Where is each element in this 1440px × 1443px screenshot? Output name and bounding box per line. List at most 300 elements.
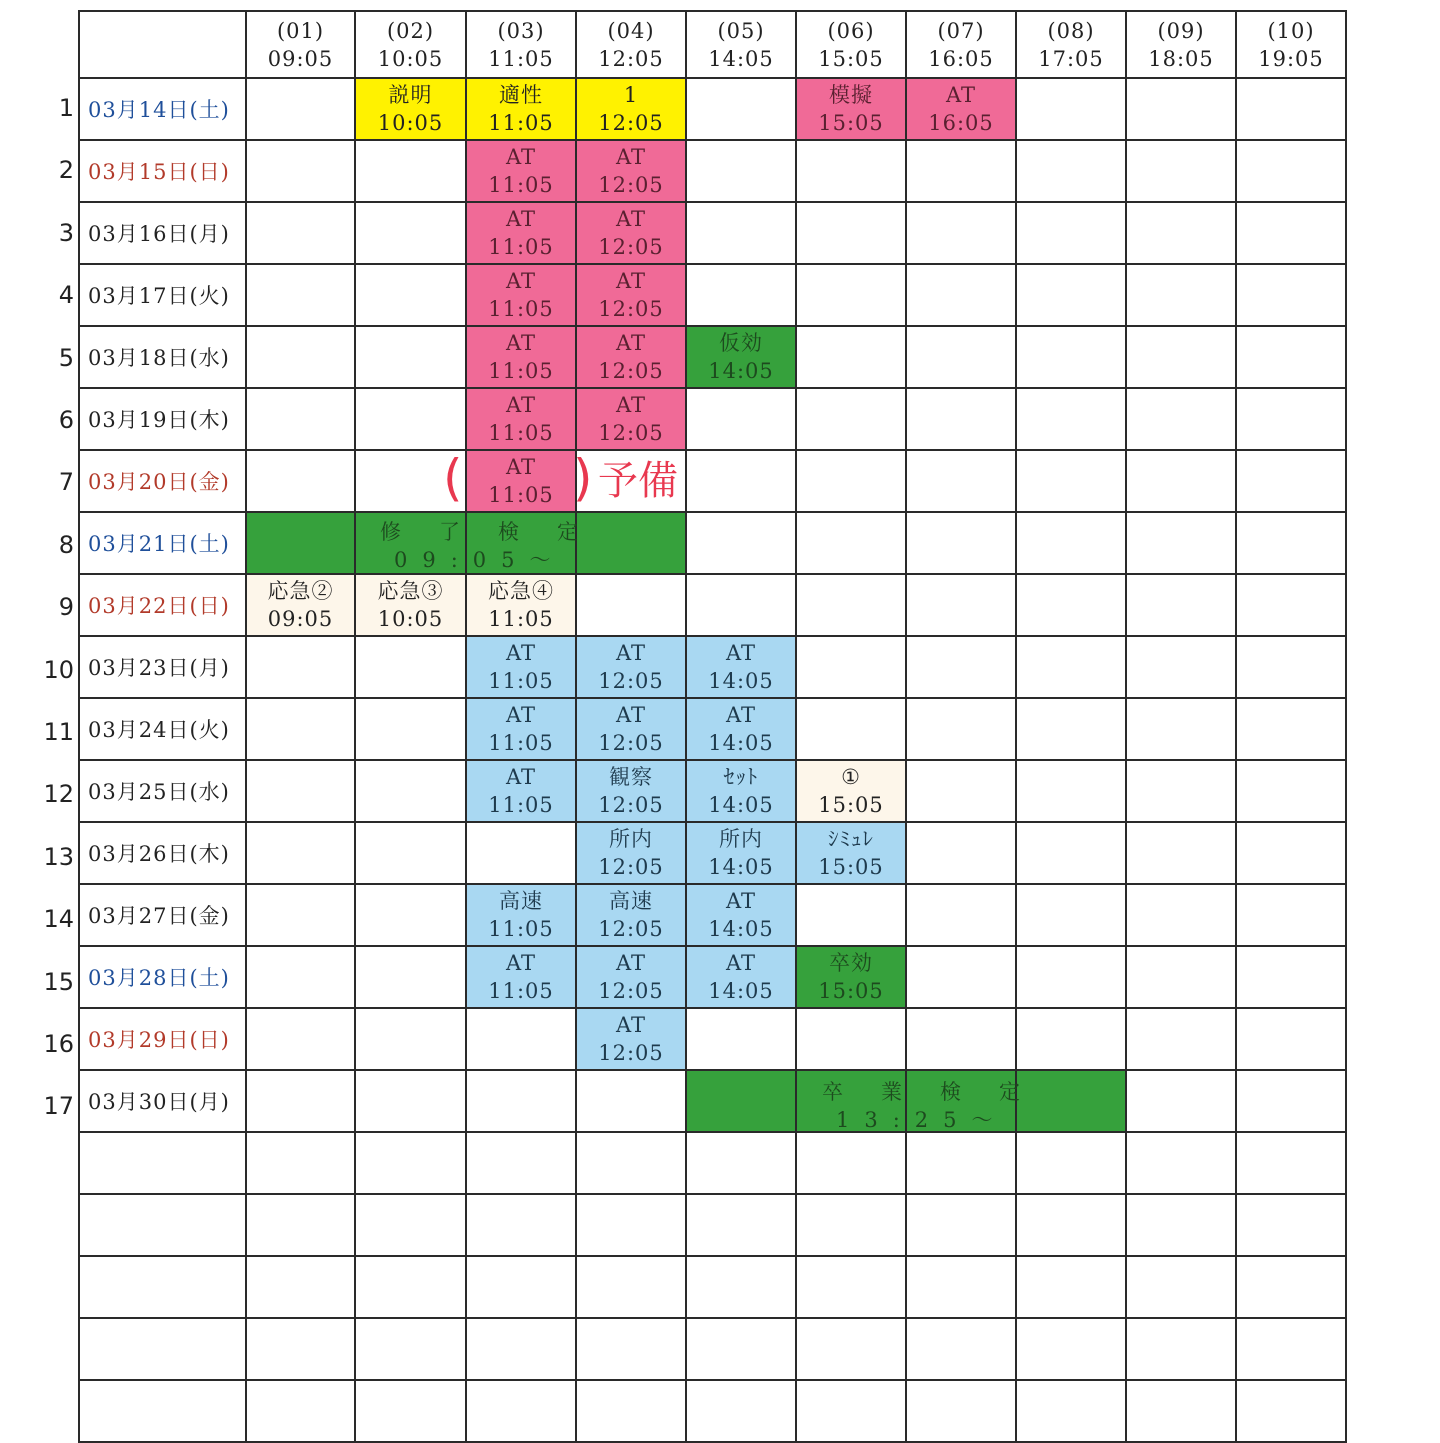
lesson-cell xyxy=(1126,1132,1236,1194)
lesson-cell xyxy=(1236,1132,1346,1194)
lesson-cell xyxy=(355,1256,466,1318)
table-row xyxy=(79,450,1346,512)
lesson-title: AT xyxy=(615,145,647,169)
row-number: 10 xyxy=(43,655,74,684)
header-slot xyxy=(246,11,355,78)
lesson-cell xyxy=(1236,78,1346,140)
lesson-cell xyxy=(1016,264,1126,326)
lesson-cell xyxy=(1016,1380,1126,1442)
handwritten-paren-close: ) xyxy=(573,449,593,507)
lesson-cell xyxy=(246,946,355,1008)
lesson-cell xyxy=(355,202,466,264)
lesson-cell xyxy=(686,1070,796,1132)
slot-time: 17:05 xyxy=(1038,46,1104,71)
lesson-cell xyxy=(246,450,355,512)
lesson-cell xyxy=(906,450,1016,512)
lesson-time: 11:05 xyxy=(488,297,554,321)
lesson-cell xyxy=(576,140,686,202)
lesson-cell xyxy=(1126,574,1236,636)
lesson-cell xyxy=(906,1380,1016,1442)
table-row xyxy=(79,1318,1346,1380)
lesson-cell xyxy=(1126,202,1236,264)
lesson-cell xyxy=(686,78,796,140)
lesson-cell xyxy=(906,1132,1016,1194)
date-cell xyxy=(79,1318,246,1380)
lesson-cell xyxy=(1016,1318,1126,1380)
lesson-cell xyxy=(1016,1132,1126,1194)
table-row xyxy=(79,636,1346,698)
schedule-table xyxy=(78,10,1347,1443)
table-row xyxy=(79,1380,1346,1442)
lesson-cell xyxy=(576,1380,686,1442)
lesson-cell xyxy=(1126,1070,1236,1132)
lesson-time: 11:05 xyxy=(488,979,554,1003)
date-cell: 03月24日(火) xyxy=(79,698,246,760)
slot-number: (06) xyxy=(827,18,875,43)
table-row xyxy=(79,78,1346,140)
lesson-time: 12:05 xyxy=(598,669,664,693)
lesson-cell xyxy=(1236,450,1346,512)
lesson-cell xyxy=(686,822,796,884)
slot-number: (08) xyxy=(1047,18,1095,43)
lesson-cell xyxy=(576,1070,686,1132)
lesson-title: 高速 xyxy=(499,889,543,913)
lesson-title: AT xyxy=(505,207,537,231)
lesson-cell xyxy=(796,388,906,450)
row-number: 15 xyxy=(43,967,74,996)
lesson-cell xyxy=(576,264,686,326)
lesson-cell xyxy=(466,1194,576,1256)
lesson-cell xyxy=(576,636,686,698)
lesson-time: 16:05 xyxy=(928,111,994,135)
lesson-cell xyxy=(796,946,906,1008)
lesson-cell xyxy=(1016,1256,1126,1318)
slot-time: 15:05 xyxy=(818,46,884,71)
table-row xyxy=(79,388,1346,450)
lesson-cell xyxy=(466,636,576,698)
lesson-cell xyxy=(1236,884,1346,946)
table-row xyxy=(79,1256,1346,1318)
lesson-cell xyxy=(1016,698,1126,760)
lesson-title: AT xyxy=(505,951,537,975)
lesson-cell xyxy=(686,140,796,202)
lesson-title: AT xyxy=(505,269,537,293)
lesson-cell xyxy=(796,78,906,140)
table-row xyxy=(79,884,1346,946)
lesson-cell xyxy=(466,574,576,636)
lesson-cell xyxy=(1016,636,1126,698)
lesson-cell xyxy=(246,140,355,202)
lesson-cell xyxy=(686,698,796,760)
lesson-time: 14:05 xyxy=(708,731,774,755)
lesson-cell xyxy=(576,1256,686,1318)
lesson-cell xyxy=(246,326,355,388)
lesson-cell xyxy=(1016,512,1126,574)
lesson-cell xyxy=(1126,512,1236,574)
lesson-cell xyxy=(686,1194,796,1256)
lesson-cell xyxy=(1016,202,1126,264)
date-cell: 03月19日(木) xyxy=(79,388,246,450)
lesson-cell xyxy=(1126,326,1236,388)
lesson-title: 応急④ xyxy=(488,579,554,603)
lesson-cell xyxy=(1236,326,1346,388)
lesson-cell xyxy=(246,1008,355,1070)
lesson-title: AT xyxy=(505,455,537,479)
lesson-cell xyxy=(796,1318,906,1380)
date-cell: 03月16日(月) xyxy=(79,202,246,264)
lesson-cell xyxy=(246,78,355,140)
slot-time: 11:05 xyxy=(488,46,554,71)
lesson-cell xyxy=(246,202,355,264)
lesson-title: 所内 xyxy=(719,827,763,851)
lesson-cell xyxy=(906,1318,1016,1380)
lesson-cell xyxy=(466,140,576,202)
lesson-cell xyxy=(466,1318,576,1380)
lesson-cell xyxy=(1236,822,1346,884)
lesson-cell xyxy=(1016,326,1126,388)
lesson-cell xyxy=(1016,1008,1126,1070)
lesson-cell xyxy=(355,822,466,884)
lesson-cell xyxy=(246,574,355,636)
lesson-cell xyxy=(906,698,1016,760)
lesson-title: AT xyxy=(615,1013,647,1037)
table-row xyxy=(79,264,1346,326)
lesson-cell xyxy=(1236,1194,1346,1256)
lesson-cell xyxy=(355,1380,466,1442)
lesson-title: AT xyxy=(615,207,647,231)
lesson-title: 所内 xyxy=(609,827,653,851)
lesson-cell xyxy=(355,946,466,1008)
lesson-cell xyxy=(796,1194,906,1256)
shuryo-kentei-time: 09:05～ xyxy=(394,548,566,572)
date-cell: 03月28日(土) xyxy=(79,946,246,1008)
lesson-cell xyxy=(355,1132,466,1194)
lesson-cell xyxy=(796,202,906,264)
lesson-cell xyxy=(1126,760,1236,822)
lesson-title: AT xyxy=(725,951,757,975)
lesson-cell xyxy=(466,264,576,326)
lesson-cell xyxy=(796,264,906,326)
date-cell: 03月21日(土) xyxy=(79,512,246,574)
lesson-time: 12:05 xyxy=(598,421,664,445)
lesson-cell xyxy=(246,822,355,884)
slot-number: (02) xyxy=(386,18,435,43)
lesson-title: AT xyxy=(615,641,647,665)
lesson-cell xyxy=(1126,946,1236,1008)
lesson-time: 14:05 xyxy=(708,669,774,693)
lesson-time: 12:05 xyxy=(598,793,664,817)
lesson-cell xyxy=(906,884,1016,946)
lesson-cell xyxy=(906,326,1016,388)
lesson-time: 14:05 xyxy=(708,917,774,941)
lesson-cell xyxy=(246,1132,355,1194)
sotsugyo-kentei-title: 卒業検定 xyxy=(822,1080,1058,1104)
lesson-cell xyxy=(576,760,686,822)
row-number: 1 xyxy=(58,94,74,122)
lesson-cell xyxy=(686,760,796,822)
lesson-title: 応急③ xyxy=(377,579,444,603)
lesson-cell xyxy=(576,202,686,264)
date-cell: 03月20日(金) xyxy=(79,450,246,512)
lesson-cell xyxy=(246,1256,355,1318)
lesson-cell xyxy=(576,822,686,884)
lesson-cell xyxy=(466,326,576,388)
lesson-cell xyxy=(1126,78,1236,140)
lesson-title: AT xyxy=(615,703,647,727)
lesson-cell xyxy=(1126,450,1236,512)
table-row xyxy=(79,1070,1346,1132)
lesson-cell xyxy=(906,512,1016,574)
lesson-title: AT xyxy=(725,641,757,665)
lesson-title: 観察 xyxy=(609,765,653,789)
date-cell: 03月23日(月) xyxy=(79,636,246,698)
lesson-cell xyxy=(686,574,796,636)
lesson-title: 1 xyxy=(623,83,639,107)
lesson-title: 模擬 xyxy=(829,83,873,107)
lesson-title: AT xyxy=(615,951,647,975)
lesson-cell xyxy=(466,1256,576,1318)
lesson-cell xyxy=(246,512,355,574)
lesson-cell xyxy=(796,636,906,698)
lesson-time: 12:05 xyxy=(598,979,664,1003)
lesson-cell xyxy=(1126,264,1236,326)
table-row xyxy=(79,1008,1346,1070)
lesson-title: AT xyxy=(505,145,537,169)
lesson-cell xyxy=(796,1380,906,1442)
lesson-time: 11:05 xyxy=(488,917,554,941)
lesson-cell xyxy=(1236,1318,1346,1380)
row-number: 6 xyxy=(58,406,74,434)
date-cell: 03月15日(日) xyxy=(79,140,246,202)
lesson-cell xyxy=(796,1132,906,1194)
row-number: 2 xyxy=(58,156,74,185)
lesson-time: 12:05 xyxy=(598,731,664,755)
lesson-cell xyxy=(1016,946,1126,1008)
lesson-title: AT xyxy=(505,641,537,665)
lesson-time: 15:05 xyxy=(818,979,884,1003)
header-slot xyxy=(906,11,1016,78)
lesson-title: 応急② xyxy=(267,579,334,603)
lesson-cell xyxy=(466,202,576,264)
lesson-cell xyxy=(576,326,686,388)
lesson-cell xyxy=(466,760,576,822)
lesson-cell xyxy=(686,512,796,574)
lesson-cell xyxy=(466,698,576,760)
lesson-cell xyxy=(1016,388,1126,450)
table-row xyxy=(79,512,1346,574)
lesson-cell xyxy=(1126,1380,1236,1442)
lesson-cell xyxy=(1016,1194,1126,1256)
lesson-title: AT xyxy=(505,331,537,355)
lesson-cell xyxy=(906,78,1016,140)
lesson-cell xyxy=(1126,1194,1236,1256)
date-cell xyxy=(79,1194,246,1256)
lesson-cell xyxy=(906,388,1016,450)
lesson-cell xyxy=(796,140,906,202)
lesson-title: ｼﾐｭﾚ xyxy=(828,827,874,851)
lesson-title: 適性 xyxy=(499,83,543,107)
lesson-cell xyxy=(906,264,1016,326)
lesson-cell xyxy=(1016,760,1126,822)
lesson-title: ① xyxy=(841,765,861,789)
lesson-cell xyxy=(906,140,1016,202)
lesson-cell xyxy=(355,1194,466,1256)
lesson-cell xyxy=(906,1256,1016,1318)
lesson-cell xyxy=(355,636,466,698)
slot-time: 19:05 xyxy=(1258,46,1324,71)
header-row xyxy=(79,11,1346,78)
table-row xyxy=(79,1132,1346,1194)
lesson-time: 12:05 xyxy=(598,297,664,321)
row-number: 8 xyxy=(58,530,74,559)
lesson-cell xyxy=(1126,1318,1236,1380)
lesson-cell xyxy=(686,946,796,1008)
lesson-cell xyxy=(1126,1256,1236,1318)
lesson-time: 10:05 xyxy=(377,607,444,631)
row-number: 16 xyxy=(43,1030,74,1058)
lesson-cell xyxy=(246,1070,355,1132)
lesson-cell xyxy=(796,884,906,946)
date-cell: 03月14日(土) xyxy=(79,78,246,140)
lesson-cell xyxy=(796,1008,906,1070)
row-number: 7 xyxy=(58,468,74,497)
lesson-title: AT xyxy=(725,703,757,727)
table-row xyxy=(79,574,1346,636)
header-slot xyxy=(576,11,686,78)
lesson-cell xyxy=(576,78,686,140)
lesson-cell xyxy=(906,636,1016,698)
lesson-cell xyxy=(355,388,466,450)
lesson-cell xyxy=(1016,140,1126,202)
lesson-cell xyxy=(466,1070,576,1132)
lesson-cell xyxy=(355,884,466,946)
lesson-time: 11:05 xyxy=(488,173,554,197)
lesson-time: 11:05 xyxy=(488,111,554,135)
lesson-cell xyxy=(1236,760,1346,822)
lesson-time: 14:05 xyxy=(708,855,774,879)
lesson-cell xyxy=(246,698,355,760)
lesson-cell xyxy=(1016,822,1126,884)
table-row xyxy=(79,698,1346,760)
lesson-cell xyxy=(1236,264,1346,326)
lesson-cell xyxy=(796,450,906,512)
lesson-cell xyxy=(355,760,466,822)
lesson-title: AT xyxy=(505,703,537,727)
sotsugyo-kentei-time: 13:25～ xyxy=(836,1108,1008,1132)
lesson-cell xyxy=(1126,822,1236,884)
lesson-cell xyxy=(686,1256,796,1318)
slot-time: 09:05 xyxy=(267,46,334,71)
header-corner xyxy=(79,11,246,78)
slot-time: 16:05 xyxy=(928,46,994,71)
lesson-title: 仮効 xyxy=(719,331,763,355)
lesson-cell xyxy=(686,1380,796,1442)
table-row xyxy=(79,202,1346,264)
table-row xyxy=(79,140,1346,202)
lesson-cell xyxy=(796,1256,906,1318)
lesson-cell xyxy=(1236,388,1346,450)
lesson-cell xyxy=(686,388,796,450)
lesson-title: AT xyxy=(615,331,647,355)
lesson-cell xyxy=(246,760,355,822)
lesson-time: 12:05 xyxy=(598,1041,664,1065)
lesson-cell xyxy=(466,884,576,946)
header-slot xyxy=(1236,11,1346,78)
lesson-time: 11:05 xyxy=(488,731,554,755)
table-row xyxy=(79,822,1346,884)
lesson-cell xyxy=(686,1318,796,1380)
lesson-title: AT xyxy=(945,83,977,107)
header-slot xyxy=(355,11,466,78)
header-slot xyxy=(796,11,906,78)
lesson-time: 12:05 xyxy=(598,173,664,197)
slot-time: 14:05 xyxy=(708,46,774,71)
lesson-cell xyxy=(1236,1008,1346,1070)
slot-number: (07) xyxy=(937,18,985,43)
lesson-time: 12:05 xyxy=(598,359,664,383)
lesson-time: 12:05 xyxy=(598,917,664,941)
lesson-time: 15:05 xyxy=(818,855,884,879)
slot-number: (04) xyxy=(607,18,655,43)
row-number: 9 xyxy=(58,593,74,622)
header-slot xyxy=(466,11,576,78)
lesson-time: 10:05 xyxy=(377,111,444,135)
header-slot xyxy=(1016,11,1126,78)
lesson-time: 12:05 xyxy=(598,235,664,259)
lesson-cell xyxy=(246,1380,355,1442)
lesson-cell xyxy=(576,698,686,760)
table-row xyxy=(79,946,1346,1008)
lesson-time: 11:05 xyxy=(488,421,554,445)
lesson-cell xyxy=(1016,884,1126,946)
lesson-cell xyxy=(906,822,1016,884)
row-number: 12 xyxy=(43,780,74,809)
lesson-time: 12:05 xyxy=(598,855,664,879)
date-cell: 03月29日(日) xyxy=(79,1008,246,1070)
table-row xyxy=(79,760,1346,822)
lesson-cell xyxy=(906,760,1016,822)
lesson-cell xyxy=(246,1318,355,1380)
lesson-cell xyxy=(466,822,576,884)
lesson-title: AT xyxy=(615,269,647,293)
slot-number: (05) xyxy=(717,18,765,43)
lesson-cell xyxy=(1236,1070,1346,1132)
slot-number: (09) xyxy=(1157,18,1205,43)
slot-number: (10) xyxy=(1267,18,1315,43)
row-number: 4 xyxy=(58,281,74,310)
date-cell xyxy=(79,1132,246,1194)
lesson-cell xyxy=(906,574,1016,636)
lesson-cell xyxy=(686,202,796,264)
lesson-cell xyxy=(686,450,796,512)
row-number: 11 xyxy=(43,718,74,746)
lesson-cell xyxy=(466,946,576,1008)
lesson-cell xyxy=(355,698,466,760)
lesson-cell xyxy=(576,1194,686,1256)
row-number: 13 xyxy=(43,842,74,871)
lesson-cell xyxy=(246,264,355,326)
lesson-cell xyxy=(576,1318,686,1380)
shuryo-kentei-title: 修了検定 xyxy=(380,520,616,544)
lesson-cell xyxy=(796,574,906,636)
lesson-cell xyxy=(1016,78,1126,140)
lesson-time: 11:05 xyxy=(488,483,554,507)
lesson-cell xyxy=(466,1132,576,1194)
lesson-cell xyxy=(1236,512,1346,574)
lesson-title: 説明 xyxy=(388,83,433,107)
lesson-cell xyxy=(576,1008,686,1070)
lesson-time: 14:05 xyxy=(708,359,774,383)
